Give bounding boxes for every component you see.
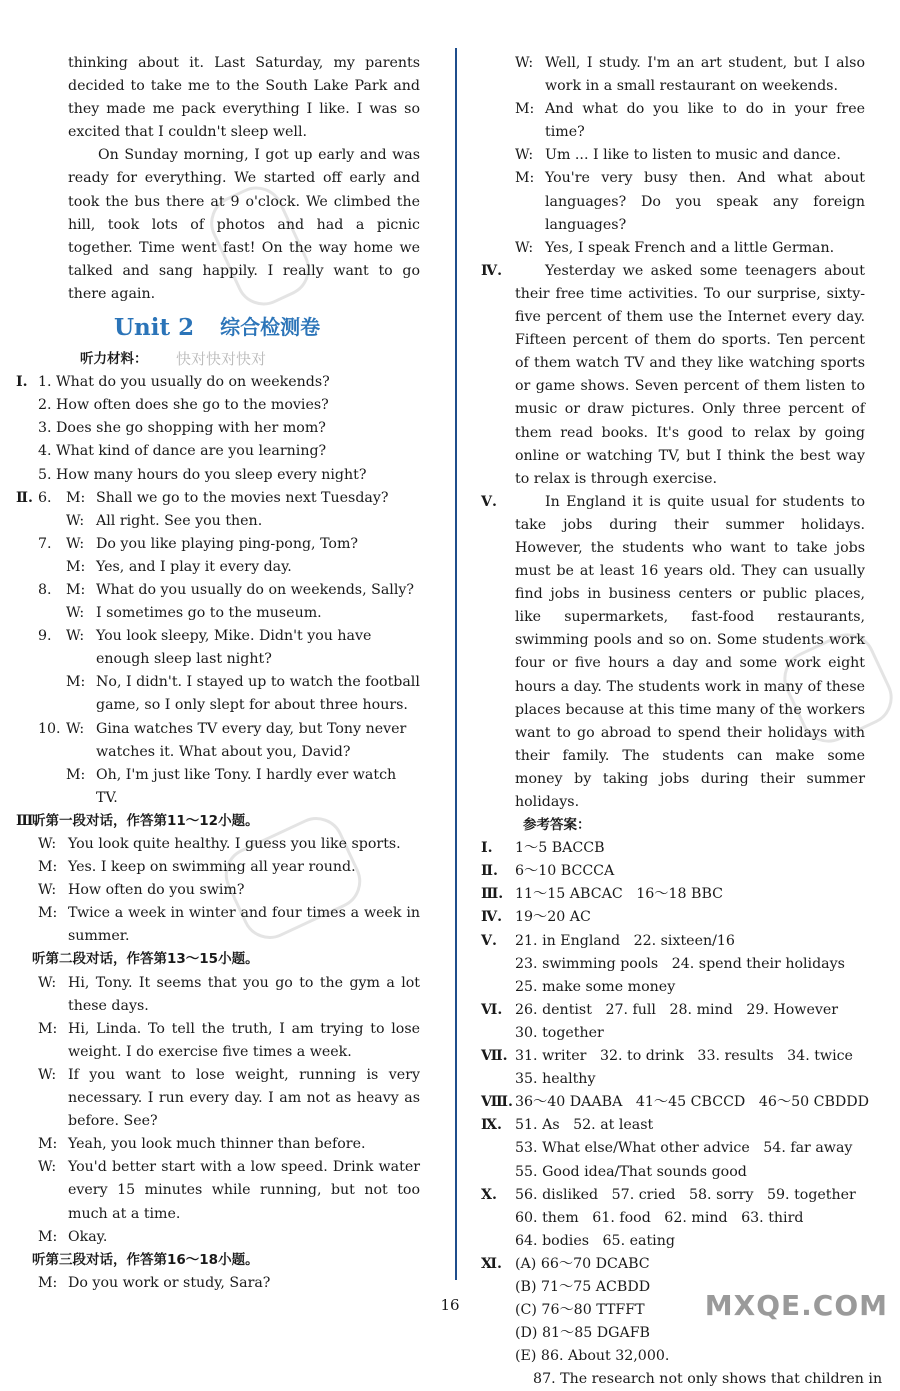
unit-title — [68, 308, 420, 348]
speaker-label: W: — [515, 239, 534, 256]
dialogue-text: Shall we go to the movies next Tuesday? — [96, 489, 389, 506]
dialogue-line — [66, 510, 420, 533]
dialogue-text: Well, I study. I'm an art student, but I also work in a small restaurant on weekends. — [545, 55, 865, 95]
section-V — [481, 491, 865, 814]
story-paragraph: On Sunday morning, I got up early and was ready for everything. We started off early and took the bus there at 9 o'clock. We climbed the hill, took lots of photos and had a picnic together. Time went fast! On the way home we talked and sang happily. I really want to go there again. — [68, 147, 420, 302]
answer-row — [481, 1091, 870, 1114]
dialogue-line — [66, 718, 420, 764]
unit-subtitle: 综合检测卷 — [220, 315, 321, 340]
left-column — [16, 52, 420, 1295]
answer-section-number: Ⅰ. — [481, 840, 493, 857]
dialogue-text: What do you usually do on weekends, Sally? — [96, 581, 414, 598]
speaker-label: M: — [66, 581, 86, 598]
dialogue-line — [38, 879, 420, 902]
answer-row — [481, 837, 865, 860]
answer-line: 53. What else/What other advice 54. far away — [515, 1140, 853, 1157]
section-number: Ⅴ. — [481, 493, 497, 510]
speaker-label: W: — [38, 1066, 57, 1083]
right-column — [481, 52, 883, 1391]
speaker-label: M: — [38, 859, 58, 876]
answer-line: 30. together — [515, 1024, 604, 1041]
dialogue-text: Hi, Linda. To tell the truth, I am trying to lose weight. I do exercise five times a week. — [68, 1020, 420, 1060]
question-item: 3. Does she go shopping with her mom? — [38, 420, 326, 437]
dialogue-item — [38, 533, 420, 579]
dialogue-text: Yes. I keep on swimming all year round. — [68, 859, 356, 876]
dialogue-line — [38, 1226, 420, 1249]
section-IV — [481, 260, 865, 491]
watermark-text: 快对快对快对 — [176, 350, 267, 369]
answer-line: (A) 66～70 DCABC — [515, 1255, 650, 1272]
dialogue-text: And what do you like to do in your free time? — [545, 101, 865, 141]
dialogue-text: You look quite healthy. I guess you like sports. — [68, 836, 401, 852]
dialogue-line — [38, 1133, 420, 1156]
answer-section-number: Ⅷ. — [481, 1094, 513, 1111]
answer-section-number: Ⅹ. — [481, 1186, 497, 1203]
item-number: 7. — [38, 535, 52, 552]
speaker-label: W: — [38, 836, 57, 852]
dialogue-line — [38, 833, 420, 856]
answers-heading: 参考答案： — [523, 817, 591, 834]
speaker-label: W: — [38, 974, 57, 991]
answer-line: 51. As 52. at least — [515, 1117, 654, 1134]
answer-section-number: Ⅶ. — [481, 1048, 508, 1065]
answer-line: 19～20 AC — [515, 909, 591, 926]
answer-line: 25. make some money — [515, 978, 676, 995]
dialogue-line — [38, 1272, 420, 1295]
answer-section-number: Ⅺ. — [481, 1255, 502, 1272]
speaker-label: W: — [515, 55, 534, 71]
item-number: 10. — [38, 720, 61, 737]
item-number: 6. — [38, 489, 52, 506]
answer-row — [481, 860, 865, 883]
dialogue-text: Yeah, you look much thinner than before. — [68, 1136, 366, 1153]
answer-line: (D) 81～85 DGAFB — [515, 1325, 650, 1342]
dialogue-item — [38, 579, 420, 625]
dialogue-line — [515, 52, 865, 98]
answer-section-number: Ⅵ. — [481, 1001, 503, 1018]
dialogue-text: Okay. — [68, 1228, 108, 1245]
speaker-label: M: — [66, 489, 86, 506]
dialogue-heading: 听第一段对话，作答第11～12小题。 — [32, 812, 259, 829]
speaker-label: W: — [66, 628, 85, 645]
section-number: Ⅱ. — [16, 489, 33, 506]
answer-row — [481, 999, 865, 1045]
dialogue-text: You'd better start with a low speed. Drink water every 15 minutes while running, but not too much at a time. — [68, 1159, 420, 1222]
dialogue-text: No, I didn't. I stayed up to watch the football game, so I only slept for about three hours. — [96, 674, 420, 714]
dialogue — [38, 1272, 420, 1295]
item-number: 9. — [38, 628, 52, 645]
answer-section-number: Ⅸ. — [481, 1117, 502, 1134]
dialogue-line — [515, 237, 865, 260]
site-logo — [704, 1288, 888, 1322]
speaker-label: M: — [66, 558, 86, 575]
dialogue-item — [38, 487, 420, 533]
speaker-label: M: — [66, 674, 86, 691]
answer-line: 36～40 DAABA 41～45 CBCCD 46～50 CBDDD — [515, 1094, 870, 1111]
dialogue-line — [38, 1064, 420, 1133]
dialogue-line — [66, 533, 420, 556]
answer-line: 1～5 BACCB — [515, 840, 605, 857]
question-item: 2. How often does she go to the movies? — [38, 397, 329, 414]
section-II — [16, 487, 420, 810]
dialogue-text: Oh, I'm just like Tony. I hardly ever watch TV. — [96, 766, 397, 806]
dialogue-line — [38, 902, 420, 948]
answer-line: 35. healthy — [515, 1071, 596, 1088]
listening-heading: 听力材料： — [80, 351, 148, 368]
answer-line: 64. bodies 65. eating — [515, 1232, 675, 1249]
speaker-label: W: — [66, 512, 85, 529]
question-item: 4. What kind of dance are you learning? — [38, 443, 327, 460]
dialogue-line — [515, 144, 865, 167]
answer-line: 23. swimming pools 24. spend their holidays — [515, 955, 845, 972]
section-I — [16, 371, 420, 486]
dialogue-line — [38, 1018, 420, 1064]
answer-line: 60. them 61. food 62. mind 63. third — [515, 1209, 804, 1226]
answer-line: 55. Good idea/That sounds good — [515, 1163, 747, 1180]
answer-row — [481, 930, 865, 999]
answer-row — [481, 1184, 865, 1253]
dialogue-line — [66, 556, 420, 579]
dialogue-item — [38, 718, 420, 810]
answer-section-number: Ⅳ. — [481, 909, 503, 926]
dialogue-text: Do you work or study, Sara? — [68, 1274, 271, 1291]
dialogue-text: Hi, Tony. It seems that you go to the gym a lot these days. — [68, 974, 420, 1014]
answer-line: 87. The research not only shows that children in — [515, 1371, 883, 1388]
answer-line: 21. in England 22. sixteen/16 — [515, 932, 735, 949]
question-item: 5. How many hours do you sleep every night? — [38, 466, 367, 483]
item-number: 8. — [38, 581, 52, 598]
dialogue-text: Um ... I like to listen to music and dance. — [545, 147, 841, 164]
answer-row — [481, 883, 865, 906]
dialogue-item — [38, 625, 420, 717]
section-number: Ⅲ. — [16, 812, 39, 829]
dialogue-line — [66, 579, 420, 602]
dialogue-heading: 听第二段对话，作答第13～15小题。 — [32, 951, 259, 968]
answer-line: (C) 76～80 TTFFT — [515, 1302, 645, 1319]
answer-line: 6～10 BCCCA — [515, 863, 615, 880]
dialogue-line — [66, 602, 420, 625]
story-paragraph: thinking about it. Last Saturday, my parents decided to take me to the South Lake Park and they made me pack everything I like. I was so excited that I couldn't sleep well. — [68, 55, 420, 141]
answer-line: 11～15 ABCAC 16～18 BBC — [515, 886, 723, 903]
speaker-label: W: — [38, 882, 57, 899]
speaker-label: M: — [38, 1136, 58, 1153]
speaker-label: M: — [515, 101, 535, 118]
dialogue-text: Do you like playing ping-pong, Tom? — [96, 535, 359, 552]
page-number: 16 — [440, 1296, 460, 1314]
dialogue-heading: 听第三段对话，作答第16～18小题。 — [32, 1251, 259, 1268]
question-item: 1. What do you usually do on weekends? — [38, 374, 330, 391]
dialogue-line — [515, 98, 865, 144]
dialogue-line — [66, 671, 420, 717]
dialogue-line — [38, 1156, 420, 1225]
dialogue-line — [515, 167, 865, 236]
dialogue-text: You look sleepy, Mike. Didn't you have enough sleep last night? — [96, 628, 372, 668]
dialogue-text: Twice a week in winter and four times a week in summer. — [68, 905, 420, 945]
dialogue-text: You're very busy then. And what about languages? Do you speak any foreign languages? — [545, 170, 865, 233]
answer-row — [481, 1045, 865, 1091]
speaker-label: W: — [38, 1159, 57, 1176]
dialogue-text: All right. See you then. — [96, 512, 263, 529]
section-number: Ⅰ. — [16, 374, 28, 391]
answer-line: 56. disliked 57. cried 58. sorry 59. together — [515, 1186, 856, 1203]
answer-row — [481, 1114, 865, 1183]
dialogue — [515, 52, 865, 260]
speaker-label: M: — [515, 170, 535, 187]
answer-line: 31. writer 32. to drink 33. results 34. twice — [515, 1048, 853, 1065]
column-divider — [455, 48, 457, 1280]
unit-label: Unit 2 — [114, 314, 195, 342]
answer-section-number: Ⅲ. — [481, 886, 504, 903]
dialogue — [38, 833, 420, 948]
dialogue — [38, 972, 420, 1249]
dialogue-text: If you want to lose weight, running is very necessary. I run every day. I am not as heavy as before. See? — [68, 1066, 420, 1130]
answer-row — [481, 1253, 883, 1391]
passage: Yesterday we asked some teenagers about their free time activities. To our surprise, sixty-five percent of them use the Internet every day. Fifteen percent of them do sports. Ten percent of them watch TV and they like watching sports or game shows. Seven percent of them listen to music or draw pictures. Only three percent of them read books. It's good to relax by going online or watching TV, but I think the best way to relax is through exercise. — [515, 262, 865, 487]
answer-line: 26. dentist 27. full 28. mind 29. However — [515, 1001, 839, 1018]
dialogue-line — [66, 625, 420, 671]
dialogue-text: I sometimes go to the museum. — [96, 605, 322, 622]
answer-section-number: Ⅱ. — [481, 863, 498, 880]
speaker-label: W: — [66, 720, 85, 737]
speaker-label: M: — [38, 905, 58, 922]
speaker-label: M: — [38, 1020, 58, 1037]
dialogue-text: Yes, I speak French and a little German. — [545, 239, 835, 256]
speaker-label: W: — [515, 147, 534, 164]
answer-row — [481, 906, 865, 929]
speaker-label: M: — [66, 766, 86, 783]
question-list — [38, 371, 420, 486]
dialogue-line — [66, 764, 420, 810]
dialogue-text: Gina watches TV every day, but Tony never watches it. What about you, David? — [96, 720, 407, 760]
dialogue-text: How often do you swim? — [68, 882, 245, 899]
logo-text: MXQE.COM — [704, 1288, 888, 1322]
speaker-label: M: — [38, 1274, 58, 1291]
answer-line: (E) 86. About 32,000. — [515, 1348, 670, 1365]
speaker-label: W: — [66, 535, 85, 552]
answer-section-number: Ⅴ. — [481, 932, 497, 949]
section-III — [16, 810, 420, 1295]
speaker-label: M: — [38, 1228, 58, 1245]
speaker-label: W: — [66, 605, 85, 622]
dialogue-text: Yes, and I play it every day. — [96, 558, 292, 575]
dialogue-line — [38, 972, 420, 1018]
section-number: Ⅳ. — [481, 262, 503, 279]
passage: In England it is quite usual for students to take jobs during their summer holidays. However, the students who want to take jobs must be at least 16 years old. They can usually find jobs in business centers or public places, like supermarkets, fast-food restaurants, swimming pools and so on. Some students work four or five hours a day and some work eight hours a day. The students work in many of these places because at this time many of the workers want to go abroad to spend their holidays with their family. The students can make some money by taking jobs during their summer holidays. — [515, 493, 865, 810]
dialogue-line — [38, 856, 420, 879]
dialogue-list — [38, 487, 420, 810]
dialogue-line — [66, 487, 420, 510]
answer-line: (B) 71～75 ACBDD — [515, 1278, 651, 1295]
